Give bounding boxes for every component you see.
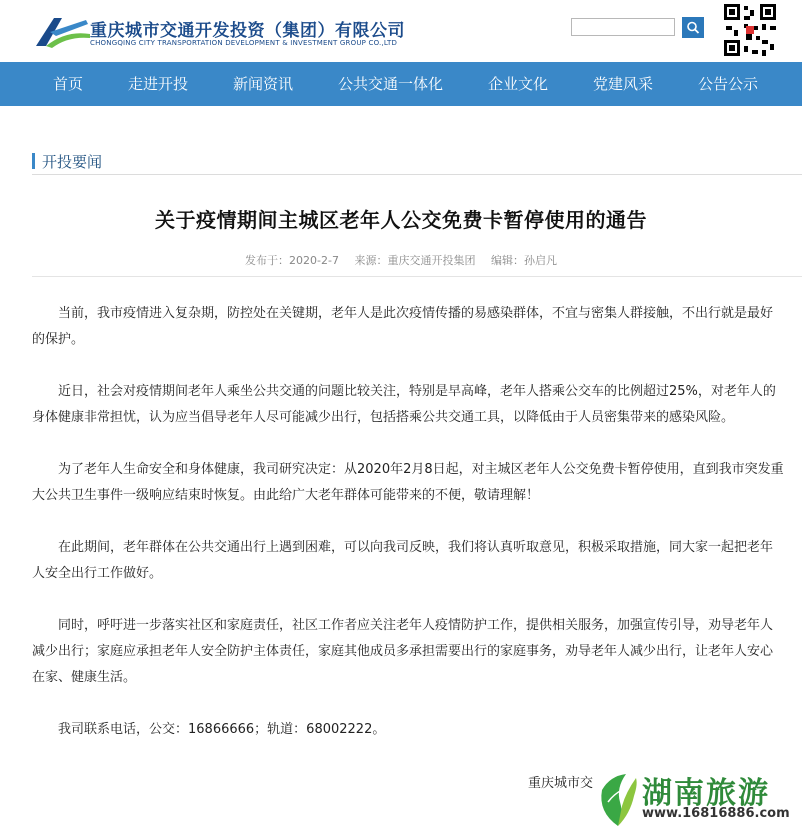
publish-date: 发布于：2020-2-7: [245, 254, 339, 267]
article-body: [32, 301, 784, 769]
nav-item-party[interactable]: 党建风采: [593, 75, 654, 93]
article-source: 来源：重庆交通开投集团: [354, 254, 476, 267]
article-title: 关于疫情期间主城区老年人公交免费卡暂停使用的通告: [155, 208, 647, 232]
article-meta: [0, 252, 802, 268]
nav-item-about[interactable]: 走进开投: [128, 75, 189, 93]
article-editor: 编辑：孙启凡: [490, 254, 557, 267]
company-logo[interactable]: [32, 12, 412, 52]
article-signature: 重庆城市交: [528, 776, 594, 791]
search-input[interactable]: [571, 18, 675, 36]
paragraph: 同时，呼吁进一步落实社区和家庭责任，社区工作者应关注老年人疫情防护工作，提供相关服务，加强宣传引导，劝导老年人减少出行；家庭应承担老年人安全防护主体责任，家庭其他成员多承担需要出行的家庭事务，劝导老年人减少出行，让老年人安心在家、健康生活。: [32, 618, 774, 685]
paragraph: 我司联系电话，公交：16866666；轨道：68002222。: [58, 722, 386, 737]
nav-item-notices[interactable]: 公告公示: [698, 75, 759, 93]
leaf-logo-icon: [596, 772, 640, 828]
main-nav: [0, 62, 802, 106]
paragraph: 近日，社会对疫情期间老年人乘坐公共交通的问题比较关注，特别是早高峰，老年人搭乘公交车的比例超过25%，对老年人的身体健康非常担忧，认为应当倡导老年人尽可能减少出行，包括搭乘公共交通工具，以降低由于人员密集带来的感染风险。: [32, 384, 776, 425]
paragraph: 当前，我市疫情进入复杂期，防控处在关键期，老年人是此次疫情传播的易感染群体，不宜与密集人群接触，不出行就是最好的保护。: [32, 306, 774, 347]
logo-mark-icon: [32, 12, 92, 52]
qr-code-icon: [722, 2, 778, 58]
company-name-en: CHONGQING CITY TRANSPORTATION DEVELOPMENT & INVESTMENT GROUP CO.,LTD: [90, 39, 398, 47]
nav-item-culture[interactable]: 企业文化: [488, 75, 549, 93]
site-header: [0, 0, 802, 62]
section-divider: [32, 174, 802, 175]
watermark-title: 湖南旅游: [642, 776, 770, 811]
section-title[interactable]: 开投要闻: [42, 153, 103, 171]
meta-divider: [32, 276, 802, 277]
paragraph: 在此期间，老年群体在公共交通出行上遇到困难，可以向我司反映，我们将认真听取意见，积极采取措施，同大家一起把老年人安全出行工作做好。: [32, 540, 774, 581]
search-button[interactable]: [682, 17, 704, 38]
nav-item-public-transport[interactable]: 公共交通一体化: [338, 75, 444, 93]
nav-item-news[interactable]: 新闻资讯: [233, 75, 294, 93]
watermark: [596, 766, 802, 833]
search-icon: [682, 17, 704, 38]
nav-item-home[interactable]: 首页: [53, 75, 84, 93]
paragraph: 为了老年人生命安全和身体健康，我司研究决定：从2020年2月8日起，对主城区老年人公交免费卡暂停使用，直到我市突发重大公共卫生事件一级响应结束时恢复。由此给广大老年群体可能带来的不便，敬请理解！: [32, 462, 784, 503]
section-accent-bar: [32, 153, 35, 169]
company-name-cn: 重庆城市交通开发投资（集团）有限公司: [90, 21, 405, 41]
watermark-url: www.16816886.com: [642, 806, 790, 821]
